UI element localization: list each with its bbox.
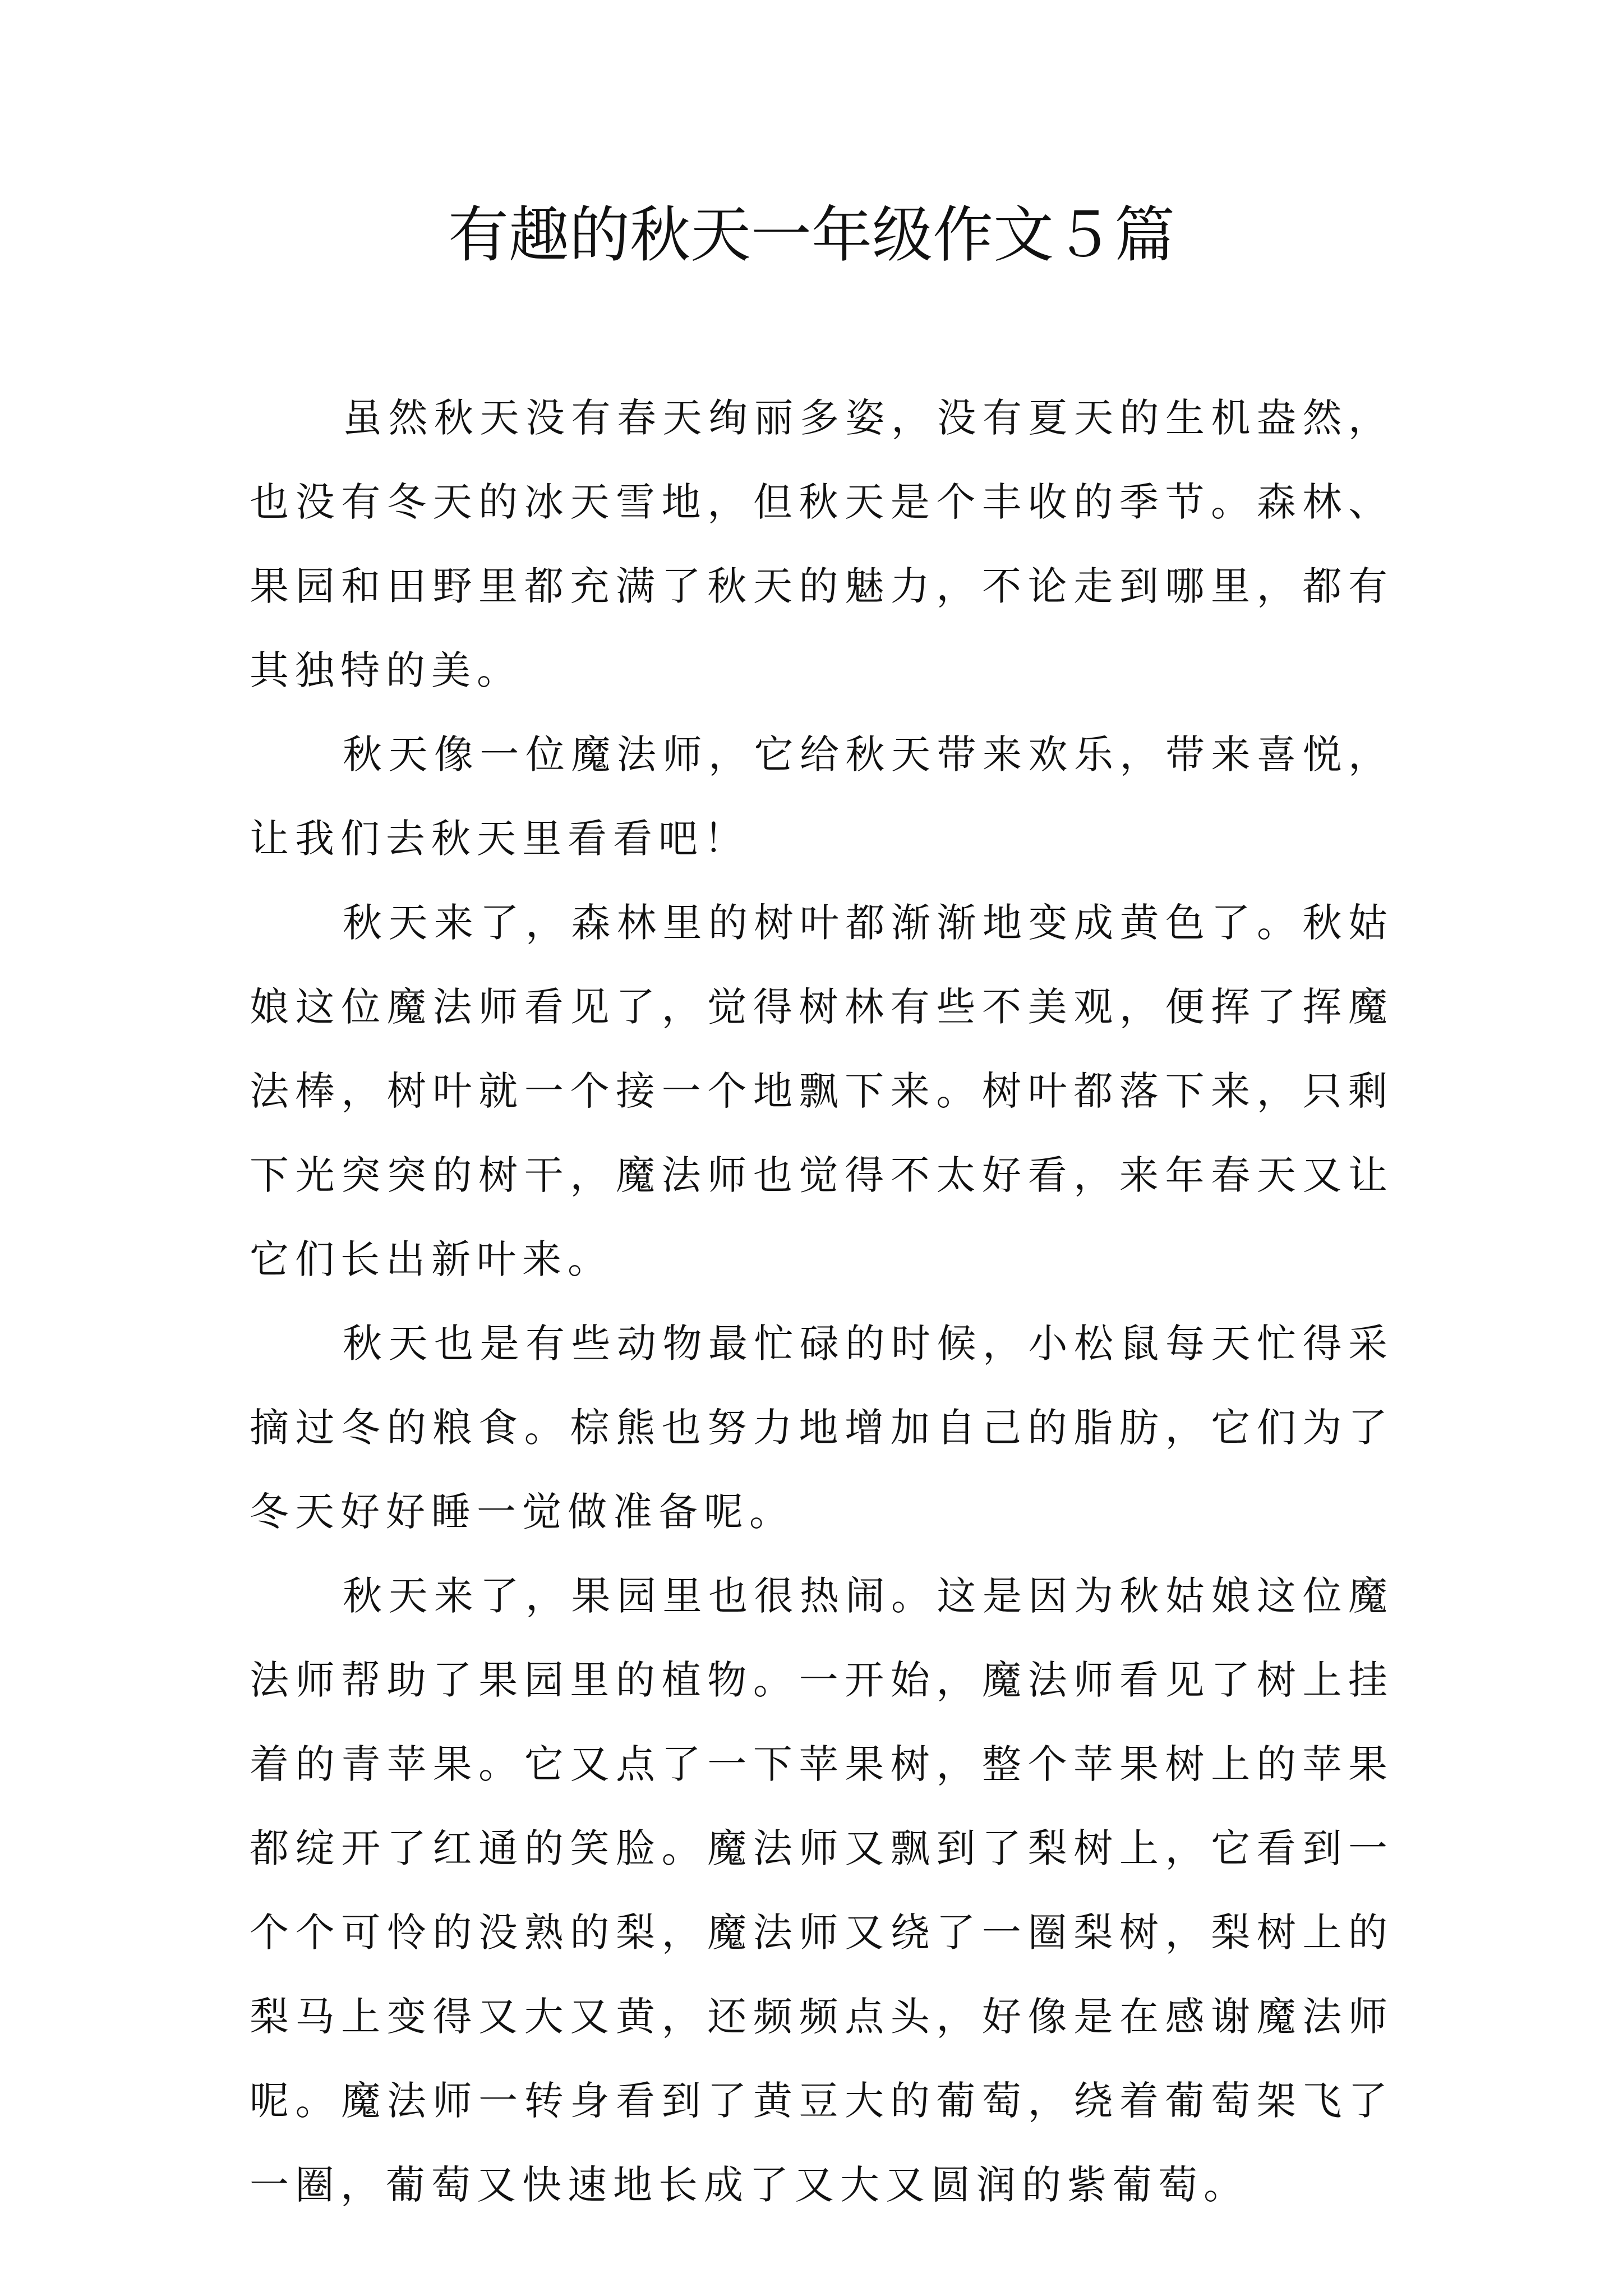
paragraph-4: 秋天也是有些动物最忙碌的时候，小松鼠每天忙得采摘过冬的粮食。棕熊也努力地增加自己的脂肪，它们为了冬天好好睡一觉做准备呢。 [250,1320,1394,1535]
paragraph-1: 虽然秋天没有春天绚丽多姿，没有夏天的生机盎然，也没有冬天的冰天雪地，但秋天是个丰收的季节。森林、果园和田野里都充满了秋天的魅力，不论走到哪里，都有其独特的美。 [250,395,1394,693]
paragraph-5: 秋天来了，果园里也很热闹。这是因为秋姑娘这位魔法师帮助了果园里的植物。一开始，魔法师看见了树上挂着的青苹果。它又点了一下苹果树，整个苹果树上的苹果都绽开了红通的笑脸。魔法师又飘到了梨树上，它看到一个个可怜的没熟的梨，魔法师又绕了一圈梨树，梨树上的梨马上变得又大又黄，还频频点头，好像是在感谢魔法师呢。魔法师一转身看到了黄豆大的葡萄，绕着葡萄架飞了一圈，葡萄又快速地长成了又大又圆润的紫葡萄。 [250,1573,1394,2208]
page-title: 有趣的秋天一年级作文５篇 [448,200,1175,270]
paragraph-2: 秋天像一位魔法师，它给秋天带来欢乐，带来喜悦，让我们去秋天里看看吧！ [250,731,1394,862]
article-body [250,376,1394,2227]
paragraph-3: 秋天来了，森林里的树叶都渐渐地变成黄色了。秋姑娘这位魔法师看见了，觉得树林有些不美观，便挥了挥魔法棒，树叶就一个接一个地飘下来。树叶都落下来，只剩下光突突的树干，魔法师也觉得不太好看，来年春天又让它们长出新叶来。 [250,900,1394,1282]
